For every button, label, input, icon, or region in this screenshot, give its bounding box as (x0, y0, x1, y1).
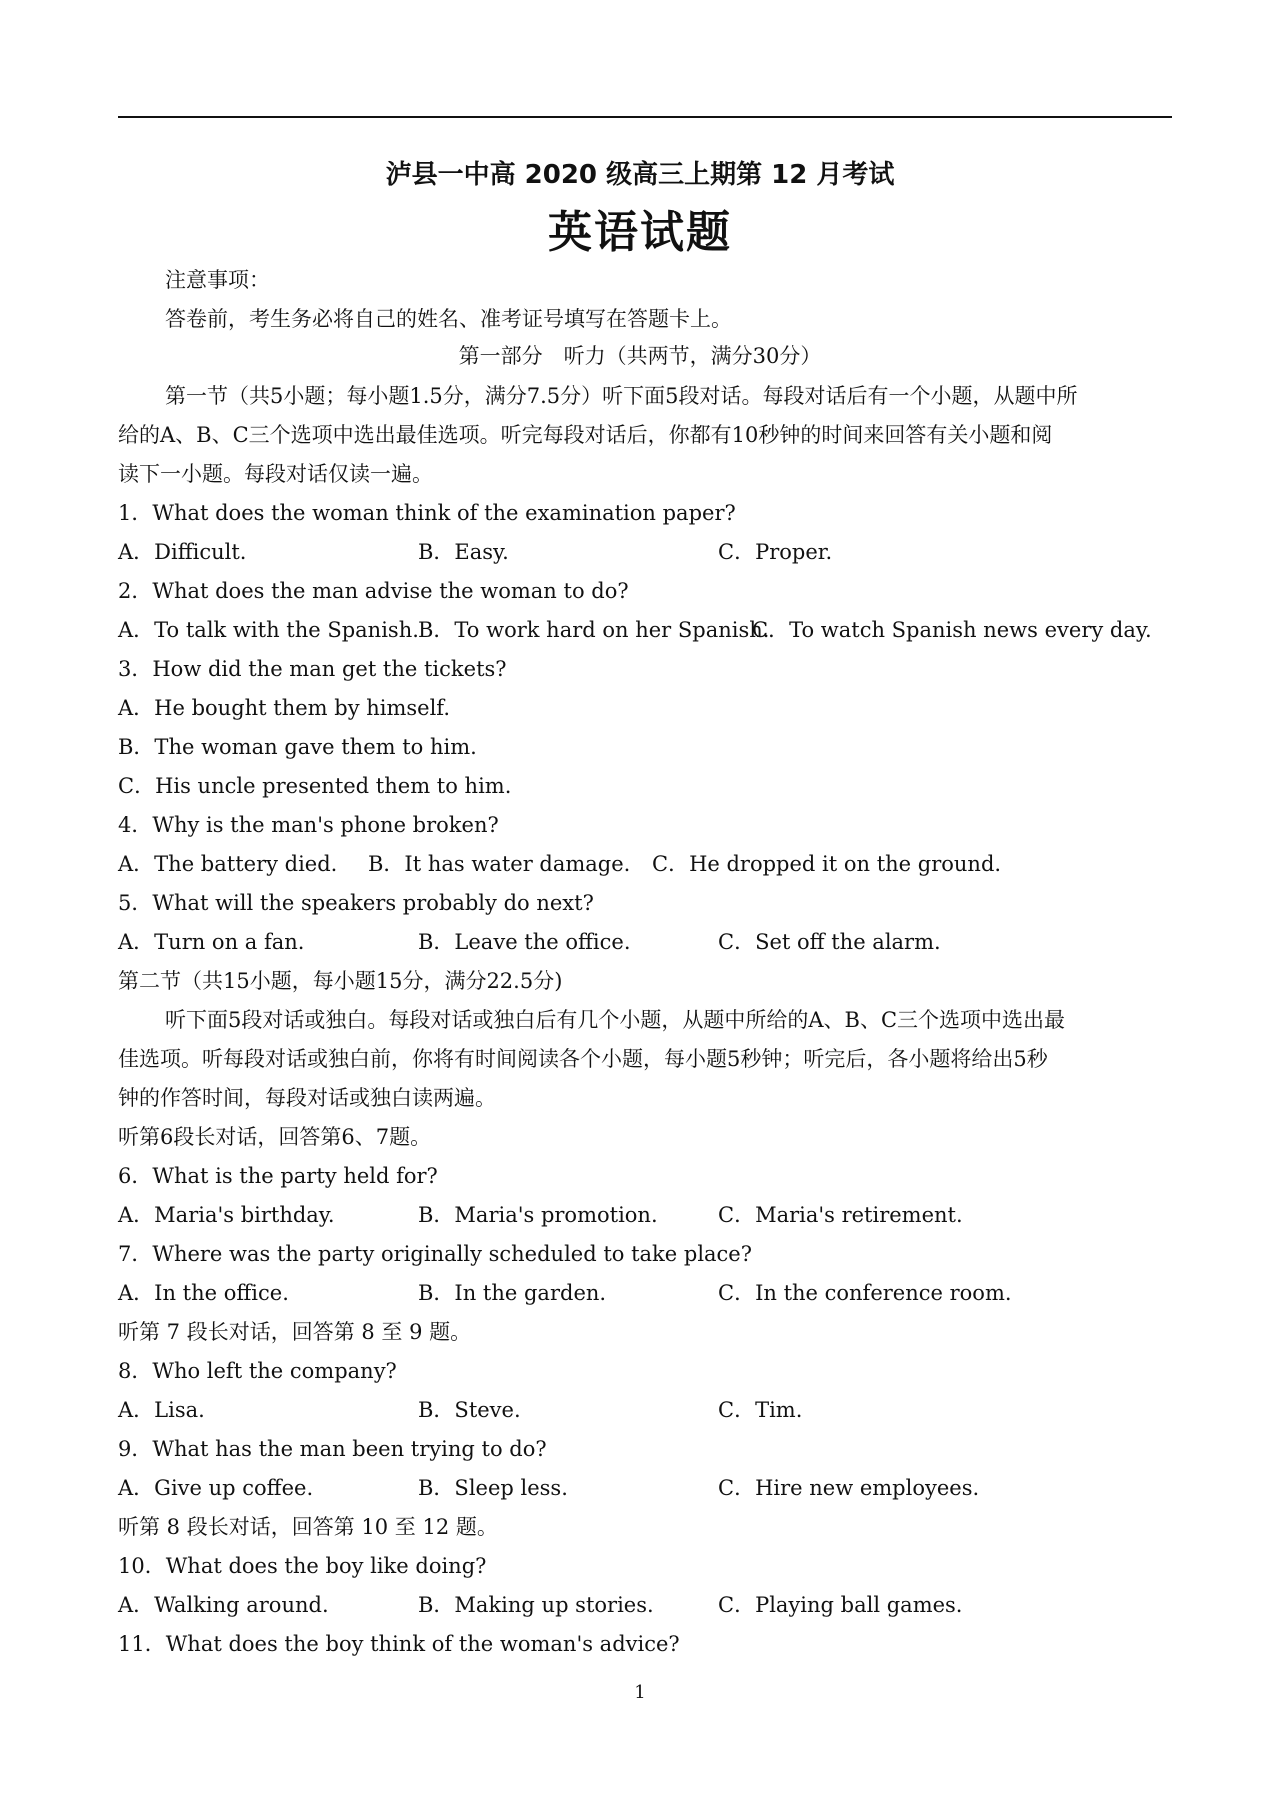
option-b: B．To work hard on her Spanish. (418, 618, 770, 642)
page-number: 1 (634, 1682, 646, 1703)
part1-heading: 第一部分 听力（共两节，满分30分） (458, 344, 822, 368)
header-rule (118, 116, 1172, 118)
option-c: C．Tim. (718, 1398, 803, 1422)
section2-intro-line: 钟的作答时间，每段对话或独白读两遍。 (118, 1086, 496, 1110)
option-b: B．Maria's promotion. (418, 1203, 658, 1227)
option-b: B．In the garden. (418, 1281, 607, 1305)
question-stem: 10．What does the boy like doing? (118, 1554, 487, 1578)
section1-intro-line: 读下一小题。每段对话仅读一遍。 (118, 462, 433, 486)
option-a: A．In the office. (118, 1281, 289, 1305)
option-a: A．He bought them by himself. (118, 696, 451, 720)
option-a: A．Give up coffee. (118, 1476, 314, 1500)
question-stem: 6．What is the party held for? (118, 1164, 438, 1188)
school-title: 泸县一中高 2020 级高三上期第 12 月考试 (385, 160, 895, 190)
option-c: C．He dropped it on the ground. (652, 852, 1002, 876)
subject-title: 英语试题 (548, 207, 732, 258)
section2-heading: 第二节（共15小题，每小题15分，满分22.5分) (118, 969, 563, 993)
option-a: A．Lisa. (118, 1398, 205, 1422)
notice-text: 答卷前，考生务必将自己的姓名、准考证号填写在答题卡上。 (165, 307, 732, 331)
option-c: C．To watch Spanish news every day. (752, 618, 1152, 642)
question-stem: 2．What does the man advise the woman to do? (118, 579, 629, 603)
notice-heading: 注意事项： (165, 268, 270, 292)
option-a: A．Walking around. (118, 1593, 329, 1617)
option-c: C．In the conference room. (718, 1281, 1012, 1305)
question-stem: 7．Where was the party originally scheduled to take place? (118, 1242, 752, 1266)
option-b: B．Steve. (418, 1398, 521, 1422)
section1-intro-line: 第一节（共5小题；每小题1.5分，满分7.5分）听下面5段对话。每段对话后有一个小题，从题中所 (165, 384, 1078, 408)
option-b: B．Easy. (418, 540, 509, 564)
option-c: C．Playing ball games. (718, 1593, 963, 1617)
dialog-instruction: 听第6段长对话，回答第6、7题。 (118, 1125, 432, 1149)
option-c: C．Hire new employees. (718, 1476, 980, 1500)
option-a: A．To talk with the Spanish. (118, 618, 419, 642)
option-a: A．Difficult. (118, 540, 247, 564)
option-a: A．The battery died. (118, 852, 338, 876)
option-b: B．The woman gave them to him. (118, 735, 477, 759)
question-stem: 9．What has the man been trying to do? (118, 1437, 547, 1461)
dialog-instruction: 听第 7 段长对话，回答第 8 至 9 题。 (118, 1320, 472, 1344)
option-b: B．Leave the office. (418, 930, 631, 954)
question-stem: 4．Why is the man's phone broken? (118, 813, 499, 837)
question-stem: 1．What does the woman think of the examination paper? (118, 501, 736, 525)
section1-intro-line: 给的A、B、C三个选项中选出最佳选项。听完每段对话后，你都有10秒钟的时间来回答有关小题和阅 (118, 423, 1053, 447)
question-stem: 5．What will the speakers probably do next? (118, 891, 594, 915)
dialog-instruction: 听第 8 段长对话，回答第 10 至 12 题。 (118, 1515, 498, 1539)
option-b: B．It has water damage. (368, 852, 631, 876)
option-a: A．Turn on a fan. (118, 930, 305, 954)
question-stem: 8．Who left the company? (118, 1359, 397, 1383)
section2-intro-line: 佳选项。听每段对话或独白前，你将有时间阅读各个小题，每小题5秒钟；听完后，各小题将给出5秒 (118, 1047, 1048, 1071)
option-c: C．Maria's retirement. (718, 1203, 963, 1227)
option-b: B．Sleep less. (418, 1476, 568, 1500)
option-a: A．Maria's birthday. (118, 1203, 335, 1227)
section2-intro-line: 听下面5段对话或独白。每段对话或独白后有几个小题，从题中所给的A、B、C三个选项中选出最 (165, 1008, 1066, 1032)
option-c: C．His uncle presented them to him. (118, 774, 512, 798)
question-stem: 11．What does the boy think of the woman's advice? (118, 1632, 680, 1656)
option-c: C．Proper. (718, 540, 833, 564)
option-b: B．Making up stories. (418, 1593, 654, 1617)
question-stem: 3．How did the man get the tickets? (118, 657, 507, 681)
option-c: C．Set off the alarm. (718, 930, 941, 954)
